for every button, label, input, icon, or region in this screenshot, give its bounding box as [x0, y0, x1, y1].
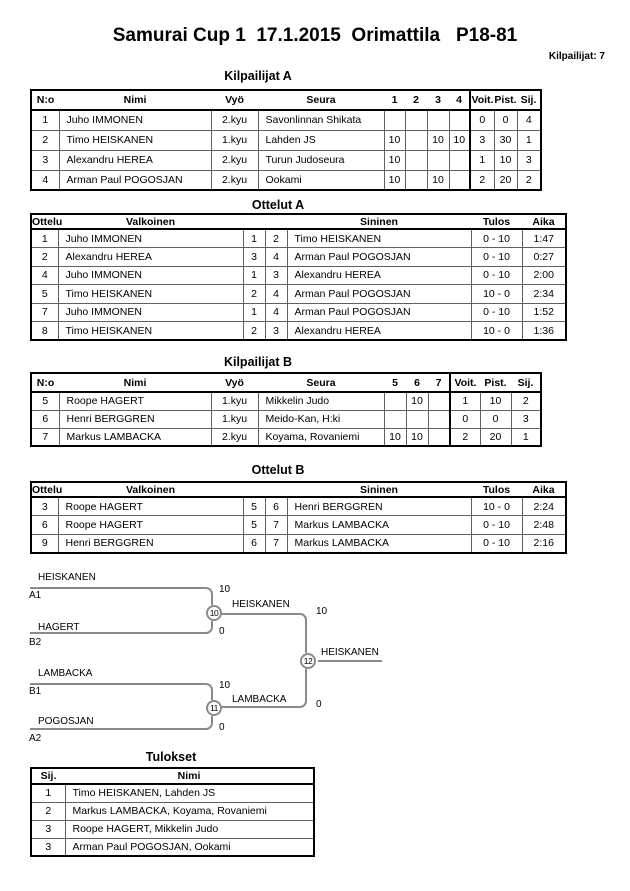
- cell-match: 6: [31, 516, 58, 535]
- bracket-sf1-bottom-name: HAGERT: [38, 622, 80, 633]
- cell-score: [405, 130, 427, 150]
- col-time: Aika: [522, 482, 566, 497]
- cell-place: 1: [31, 784, 65, 802]
- bracket-sf1-top-name: HEISKANEN: [38, 572, 96, 583]
- cell-bno: 2: [265, 229, 287, 248]
- cell-score: 10: [384, 428, 406, 446]
- cell-place: 1: [517, 130, 541, 150]
- cell-score: 10: [384, 150, 405, 170]
- cell-blue: Markus LAMBACKA: [287, 516, 471, 535]
- cell-wno: 3: [243, 248, 265, 267]
- bracket-match-10-badge: 10: [206, 605, 222, 621]
- cell-time: 1:47: [522, 229, 566, 248]
- cell-score: [449, 110, 470, 130]
- cell-white: Roope HAGERT: [58, 497, 243, 516]
- cell-result: 0 - 10: [471, 303, 522, 322]
- cell-time: 2:16: [522, 534, 566, 553]
- cell-wins: 1: [470, 150, 494, 170]
- col-blue: Sininen: [287, 214, 471, 229]
- col-result: Tulos: [471, 214, 522, 229]
- table-row: [31, 516, 566, 535]
- cell-score: [405, 110, 427, 130]
- cell-wins: 3: [470, 130, 494, 150]
- cell-no: 6: [31, 410, 59, 428]
- table-row: [31, 392, 541, 410]
- cell-no: 4: [31, 170, 59, 190]
- col-belt: Vyö: [211, 373, 258, 392]
- bracket-sf1-top-seed: A1: [29, 590, 42, 601]
- cell-result: 0 - 10: [471, 229, 522, 248]
- competitors-a-table: [30, 89, 542, 191]
- cell-place: 2: [31, 802, 65, 820]
- cell-blue: Arman Paul POGOSJAN: [287, 248, 471, 267]
- col-5: 5: [384, 373, 406, 392]
- cell-wno: 6: [243, 534, 265, 553]
- cell-name: Arman Paul POGOSJAN, Ookami: [65, 838, 314, 856]
- bracket-line-sf1-bottom: [30, 621, 213, 634]
- cell-white: Henri BERGGREN: [58, 534, 243, 553]
- table-row: [31, 410, 541, 428]
- cell-belt: 2.kyu: [211, 150, 258, 170]
- cell-match: 5: [31, 285, 58, 304]
- cell-club: Savonlinnan Shikata: [258, 110, 384, 130]
- cell-no: 7: [31, 428, 59, 446]
- table-row: [31, 110, 541, 130]
- col-blue: Sininen: [287, 482, 471, 497]
- col-bno: [265, 482, 287, 497]
- cell-time: 1:36: [522, 322, 566, 341]
- table-row: [31, 229, 566, 248]
- competitors-b-table: [30, 372, 542, 447]
- col-2: 2: [405, 90, 427, 110]
- cell-blue: Alexandru HEREA: [287, 266, 471, 285]
- header-row: [31, 373, 541, 392]
- cell-blue: Arman Paul POGOSJAN: [287, 285, 471, 304]
- table-row: [31, 285, 566, 304]
- bracket-line-final-top: [222, 613, 307, 653]
- cell-match: 8: [31, 322, 58, 341]
- cell-bno: 7: [265, 516, 287, 535]
- col-name: Nimi: [59, 373, 211, 392]
- cell-place: 4: [517, 110, 541, 130]
- cell-bno: 6: [265, 497, 287, 516]
- col-points: Pist.: [494, 90, 517, 110]
- col-place: Sij.: [517, 90, 541, 110]
- matches-a-table: [30, 213, 567, 341]
- table-row: [31, 820, 314, 838]
- cell-club: Mikkelin Judo: [258, 392, 384, 410]
- col-3: 3: [427, 90, 449, 110]
- cell-result: 0 - 10: [471, 534, 522, 553]
- table-row: [31, 170, 541, 190]
- cell-score: [449, 150, 470, 170]
- cell-time: 0:27: [522, 248, 566, 267]
- col-place: Sij.: [511, 373, 541, 392]
- cell-no: 3: [31, 150, 59, 170]
- table-row: [31, 838, 314, 856]
- cell-belt: 2.kyu: [211, 170, 258, 190]
- cell-score: 10: [427, 130, 449, 150]
- cell-name: Markus LAMBACKA: [59, 428, 211, 446]
- cell-wins: 0: [470, 110, 494, 130]
- cell-match: 7: [31, 303, 58, 322]
- cell-points: 30: [494, 130, 517, 150]
- cell-score: [405, 150, 427, 170]
- bracket-sf2-bottom-name: POGOSJAN: [38, 716, 94, 727]
- cell-white: Alexandru HEREA: [58, 248, 243, 267]
- cell-match: 3: [31, 497, 58, 516]
- competitor-count: Kilpailijat: 7: [548, 51, 605, 62]
- cell-score: [384, 110, 405, 130]
- cell-time: 2:48: [522, 516, 566, 535]
- cell-white: Roope HAGERT: [58, 516, 243, 535]
- bracket-final-winner-name: HEISKANEN: [321, 647, 379, 658]
- cell-club: Lahden JS: [258, 130, 384, 150]
- col-white: Valkoinen: [58, 482, 243, 497]
- cell-bno: 4: [265, 248, 287, 267]
- col-match: Ottelu: [32, 483, 63, 496]
- bracket-sf1-top-score: 10: [219, 584, 231, 595]
- col-no: N:o: [31, 90, 59, 110]
- bracket-sf2-top-seed: B1: [29, 686, 42, 697]
- bracket-sf1-winner-name: HEISKANEN: [232, 599, 290, 610]
- cell-club: Koyama, Rovaniemi: [258, 428, 384, 446]
- col-name: Nimi: [65, 768, 314, 784]
- bracket-match-11-badge: 11: [206, 700, 222, 716]
- cell-club: Ookami: [258, 170, 384, 190]
- col-white: Valkoinen: [58, 214, 243, 229]
- col-wins: Voit.: [450, 373, 480, 392]
- cell-blue: Arman Paul POGOSJAN: [287, 303, 471, 322]
- cell-wno: 2: [243, 322, 265, 341]
- bracket-sf2-top-score: 10: [219, 680, 231, 691]
- cell-wno: 5: [243, 516, 265, 535]
- cell-wins: 1: [450, 392, 480, 410]
- cell-points: 20: [480, 428, 511, 446]
- cell-white: Juho IMMONEN: [58, 303, 243, 322]
- cell-wins: 2: [450, 428, 480, 446]
- bracket-line-final-bottom: [222, 669, 307, 708]
- bracket-sf2-winner-name: LAMBACKA: [232, 694, 287, 705]
- col-wno: [243, 214, 265, 229]
- cell-belt: 1.kyu: [211, 130, 258, 150]
- cell-time: 1:52: [522, 303, 566, 322]
- col-no: N:o: [31, 373, 59, 392]
- col-wins: Voit.: [470, 90, 494, 110]
- cell-place: 3: [511, 410, 541, 428]
- cell-wno: 1: [243, 303, 265, 322]
- cell-bno: 4: [265, 303, 287, 322]
- cell-score: 10: [406, 392, 428, 410]
- col-7: 7: [428, 373, 450, 392]
- cell-wins: 0: [450, 410, 480, 428]
- cell-name: Arman Paul POGOSJAN: [59, 170, 211, 190]
- bracket-line-sf2-top: [30, 683, 213, 700]
- table-row: [31, 130, 541, 150]
- cell-belt: 2.kyu: [211, 428, 258, 446]
- bracket-final-top-score: 10: [316, 606, 328, 617]
- cell-match: 2: [31, 248, 58, 267]
- table-row: [31, 150, 541, 170]
- cell-score: 10: [384, 170, 405, 190]
- bracket-final-bottom-score: 0: [316, 699, 322, 710]
- cell-match: 4: [31, 266, 58, 285]
- bracket-line-final-winner: [318, 660, 382, 662]
- table-row: [31, 497, 566, 516]
- cell-name: Alexandru HEREA: [59, 150, 211, 170]
- header-row: [31, 768, 314, 784]
- cell-score: [449, 170, 470, 190]
- cell-club: Turun Judoseura: [258, 150, 384, 170]
- header-row: [31, 482, 566, 497]
- cell-points: 0: [480, 410, 511, 428]
- table-row: [31, 802, 314, 820]
- bracket-sf1-bottom-score: 0: [219, 626, 225, 637]
- cell-name: Roope HAGERT, Mikkelin Judo: [65, 820, 314, 838]
- cell-score: [406, 410, 428, 428]
- cell-place: 3: [517, 150, 541, 170]
- cell-white: Timo HEISKANEN: [58, 285, 243, 304]
- col-belt: Vyö: [211, 90, 258, 110]
- cell-score: 10: [406, 428, 428, 446]
- cell-bno: 4: [265, 285, 287, 304]
- cell-time: 2:00: [522, 266, 566, 285]
- cell-name: Timo HEISKANEN, Lahden JS: [65, 784, 314, 802]
- cell-wins: 2: [470, 170, 494, 190]
- cell-match: 1: [31, 229, 58, 248]
- cell-score: [428, 428, 450, 446]
- bracket-sf2-bottom-seed: A2: [29, 733, 42, 744]
- section-heading-results: Tulokset: [145, 750, 197, 764]
- cell-no: 5: [31, 392, 59, 410]
- cell-bno: 3: [265, 266, 287, 285]
- cell-points: 20: [494, 170, 517, 190]
- cell-result: 0 - 10: [471, 516, 522, 535]
- cell-wno: 1: [243, 229, 265, 248]
- section-heading-competitors-a: Kilpailijat A: [224, 69, 292, 83]
- cell-result: 10 - 0: [471, 285, 522, 304]
- cell-points: 0: [494, 110, 517, 130]
- cell-score: 10: [449, 130, 470, 150]
- col-club: Seura: [258, 90, 384, 110]
- bracket-sf1-bottom-seed: B2: [29, 637, 42, 648]
- cell-name: Markus LAMBACKA, Koyama, Rovaniemi: [65, 802, 314, 820]
- cell-no: 2: [31, 130, 59, 150]
- table-row: [31, 534, 566, 553]
- table-row: [31, 428, 541, 446]
- bracket-match-12-badge: 12: [300, 653, 316, 669]
- cell-result: 0 - 10: [471, 248, 522, 267]
- cell-score: [428, 410, 450, 428]
- cell-score: [384, 392, 406, 410]
- col-club: Seura: [258, 373, 384, 392]
- cell-place: 2: [511, 392, 541, 410]
- cell-bno: 7: [265, 534, 287, 553]
- col-bno: [265, 214, 287, 229]
- cell-wno: 5: [243, 497, 265, 516]
- cell-match: 9: [31, 534, 58, 553]
- cell-wno: 1: [243, 266, 265, 285]
- cell-white: Juho IMMONEN: [58, 229, 243, 248]
- cell-place: 3: [31, 838, 65, 856]
- cell-points: 10: [480, 392, 511, 410]
- header-row: [31, 214, 566, 229]
- section-heading-matches-a: Ottelut A: [251, 198, 305, 212]
- table-row: [31, 303, 566, 322]
- cell-points: 10: [494, 150, 517, 170]
- cell-score: [384, 410, 406, 428]
- cell-belt: 2.kyu: [211, 110, 258, 130]
- cell-bno: 3: [265, 322, 287, 341]
- col-time: Aika: [522, 214, 566, 229]
- cell-place: 2: [517, 170, 541, 190]
- header-row: [31, 90, 541, 110]
- cell-belt: 1.kyu: [211, 410, 258, 428]
- cell-place: 3: [31, 820, 65, 838]
- col-result: Tulos: [471, 482, 522, 497]
- cell-no: 1: [31, 110, 59, 130]
- bracket-sf2-bottom-score: 0: [219, 722, 225, 733]
- cell-belt: 1.kyu: [211, 392, 258, 410]
- page-title: Samurai Cup 1 17.1.2015 Orimattila P18-81: [112, 25, 518, 46]
- cell-place: 1: [511, 428, 541, 446]
- bracket-sf2-top-name: LAMBACKA: [38, 668, 93, 679]
- cell-result: 10 - 0: [471, 322, 522, 341]
- cell-score: 10: [384, 130, 405, 150]
- table-row: [31, 248, 566, 267]
- table-row: [31, 322, 566, 341]
- cell-result: 0 - 10: [471, 266, 522, 285]
- cell-wno: 2: [243, 285, 265, 304]
- cell-score: [427, 110, 449, 130]
- col-1: 1: [384, 90, 405, 110]
- cell-score: [427, 150, 449, 170]
- cell-blue: Alexandru HEREA: [287, 322, 471, 341]
- section-heading-competitors-b: Kilpailijat B: [223, 355, 293, 369]
- col-match: Ottelu: [32, 215, 63, 228]
- table-row: [31, 266, 566, 285]
- cell-score: 10: [427, 170, 449, 190]
- cell-score: [428, 392, 450, 410]
- cell-name: Timo HEISKANEN: [59, 130, 211, 150]
- bracket-line-sf2-bottom: [30, 716, 213, 730]
- col-6: 6: [406, 373, 428, 392]
- col-place: Sij.: [31, 768, 65, 784]
- col-wno: [243, 482, 265, 497]
- cell-time: 2:24: [522, 497, 566, 516]
- cell-result: 10 - 0: [471, 497, 522, 516]
- results-table: [30, 767, 315, 857]
- cell-name: Juho IMMONEN: [59, 110, 211, 130]
- cell-club: Meido-Kan, H:ki: [258, 410, 384, 428]
- table-row: [31, 784, 314, 802]
- col-name: Nimi: [59, 90, 211, 110]
- cell-name: Roope HAGERT: [59, 392, 211, 410]
- cell-time: 2:34: [522, 285, 566, 304]
- cell-name: Henri BERGGREN: [59, 410, 211, 428]
- col-4: 4: [449, 90, 470, 110]
- cell-score: [405, 170, 427, 190]
- cell-blue: Henri BERGGREN: [287, 497, 471, 516]
- matches-b-table: [30, 481, 567, 554]
- cell-white: Timo HEISKANEN: [58, 322, 243, 341]
- cell-blue: Timo HEISKANEN: [287, 229, 471, 248]
- col-points: Pist.: [480, 373, 511, 392]
- cell-blue: Markus LAMBACKA: [287, 534, 471, 553]
- section-heading-matches-b: Ottelut B: [251, 463, 305, 477]
- bracket-line-sf1-top: [30, 587, 213, 605]
- cell-white: Juho IMMONEN: [58, 266, 243, 285]
